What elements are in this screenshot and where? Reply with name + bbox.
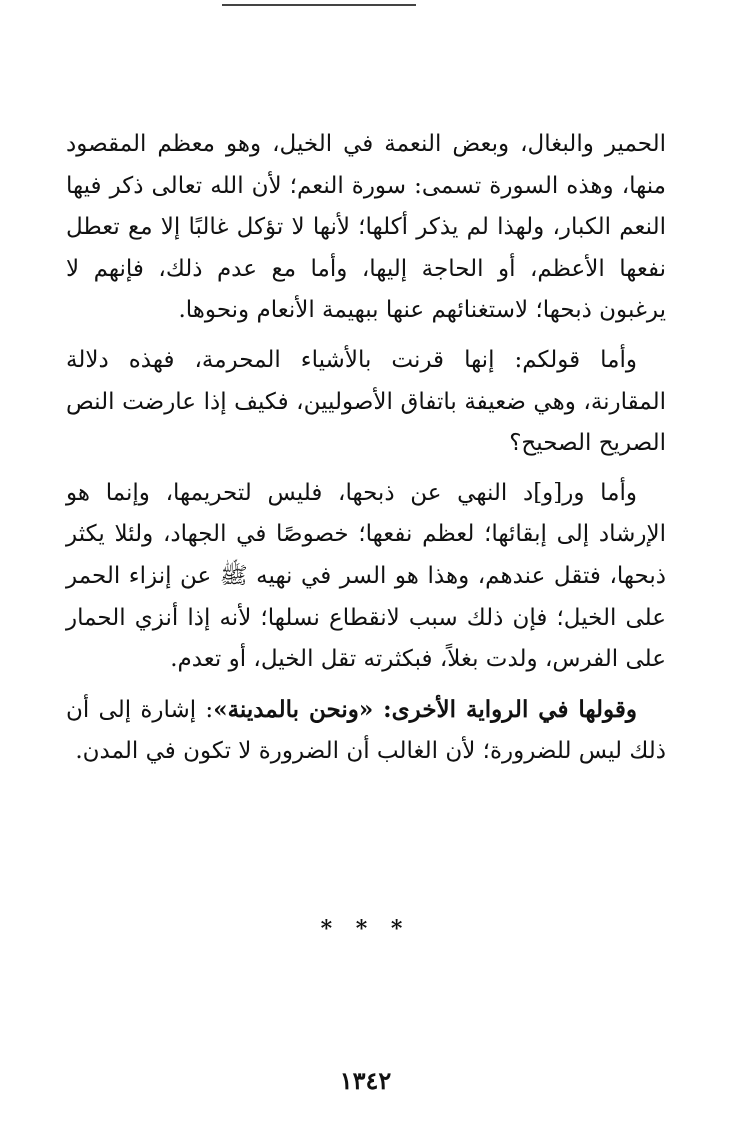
paragraph-2: وأما قولكم: إنها قرنت بالأشياء المحرمة، فهذه دلالة المقارنة، وهي ضعيفة باتفاق الأصوليين، فكيف إذا عارضت النص الصريح الصحيح؟ — [66, 346, 666, 457]
paragraph-4-text: : إشارة إلى أن ذلك ليس للضرورة؛ لأن الغالب أن الضرورة لا تكون في المدن. — [66, 696, 666, 765]
page-number: ١٣٤٢ — [339, 1066, 392, 1095]
top-rule — [222, 4, 416, 6]
paragraph-4-lead: وقولها في الرواية الأخرى: «ونحن بالمدينة» — [213, 695, 637, 723]
section-separator: * * * — [320, 916, 411, 942]
paragraph-3: وأما ور[و]د النهي عن ذبحها، فليس لتحريمها، وإنما هو الإرشاد إلى إبقائها؛ لعظم نفعها؛ خصوصًا في الجهاد، ولئلا يكثر ذبحها، فتقل عندهم، وهذا هو السر في نهيه ﷺ عن إنزاء الحمر على الخيل؛ فإن ذلك سبب لانقطاع نسلها؛ لأنه إذا أنزي الحمار على الفرس، ولدت بغلاً، فبكثرته تقل الخيل، أو تعدم. — [66, 479, 666, 673]
paragraph-4 — [66, 689, 666, 773]
paragraph-1: الحمير والبغال، وبعض النعمة في الخيل، وهو معظم المقصود منها، وهذه السورة تسمى: سورة النعم؛ لأن الله تعالى ذكر فيها النعم الكبار، ولهذا لم يذكر أكلها؛ لأنها لا تؤكل غالبًا إلا مع تعطل نفعها الأعظم، أو الحاجة إليها، وأما مع عدم ذلك، فإنهم لا يرغبون ذبحها؛ لاستغنائهم عنها ببهيمة الأنعام ونحوها. — [66, 131, 666, 324]
page-body — [66, 124, 666, 773]
